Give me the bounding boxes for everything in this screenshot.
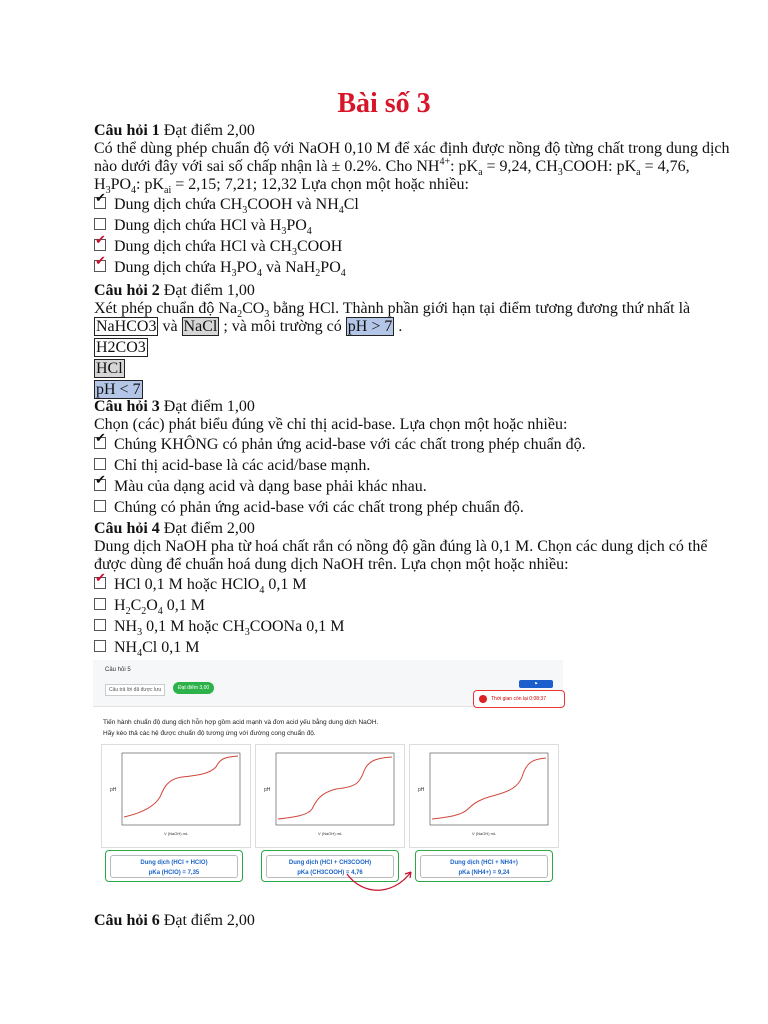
checkbox-checked-incorrect[interactable]: ✔ bbox=[94, 577, 106, 589]
axis-label-y: pH bbox=[264, 787, 271, 793]
q3-option-3[interactable]: ✔ Màu của dạng acid và dạng base phải khác nhau. bbox=[95, 473, 427, 495]
axis-label-x: V (NaOH) mL bbox=[164, 831, 189, 836]
question-3-header: Câu hỏi 3 Đạt điểm 1,00 bbox=[94, 398, 255, 415]
answer-drop-1[interactable]: Dung dịch (HCl + HClO) pKa (HClO) = 7,35 bbox=[105, 850, 243, 882]
checkbox-checked-incorrect[interactable]: ✔ bbox=[94, 260, 106, 272]
q1-option-3[interactable]: ✔ Dung dịch chứa HCl và $CH_3COOH$ bbox=[95, 233, 343, 259]
drop-zone-3[interactable]: pH > 7 bbox=[347, 318, 393, 335]
question-6 bbox=[94, 912, 734, 930]
question-4-text: Dung dịch NaOH pha từ hoá chất rắn có nồng độ gần đúng là 0,1 M. Chọn các dung dịch có thể được dùng để chuẩn hoá dung dịch NaOH trên. Lựa chọn một hoặc nhiều: bbox=[94, 538, 708, 573]
saved-status: Câu trả lời đã được lưu bbox=[105, 684, 165, 696]
question-3-text: Chọn (các) phát biểu đúng về chỉ thị acid-base. Lựa chọn một hoặc nhiều: bbox=[94, 416, 568, 433]
question-5-label: Câu hỏi 5 bbox=[105, 667, 131, 673]
axis-label-y: pH bbox=[418, 787, 425, 793]
drag-choice-ph-lt-7[interactable]: pH < 7 bbox=[96, 381, 141, 398]
q4-option-3[interactable]: $NH_3$ 0,1 M hoặc $CH_3COONa$ 0,1 M bbox=[94, 616, 734, 637]
points-badge: Đạt điểm 3,00 bbox=[173, 682, 214, 694]
q1-option-2[interactable]: Dung dịch chứa HCl và $H_3PO_4$ bbox=[94, 215, 734, 236]
question-4 bbox=[94, 520, 734, 658]
question-5-screenshot bbox=[93, 660, 563, 892]
question-1-header: Câu hỏi 1 Đạt điểm 2,00 bbox=[94, 122, 255, 139]
question-4-header: Câu hỏi 4 Đạt điểm 2,00 bbox=[94, 520, 255, 537]
axis-label-x: V (NaOH) mL bbox=[472, 831, 497, 836]
axis-label-y: pH bbox=[110, 787, 117, 793]
checkbox-checked-incorrect[interactable]: ✔ bbox=[94, 239, 106, 251]
drag-choice-h2co3[interactable]: H2CO3 bbox=[96, 339, 146, 356]
drop-zone-1[interactable]: NaHCO3 bbox=[96, 318, 157, 335]
timer: Thời gian còn lại 0:08:37 bbox=[473, 690, 565, 708]
q4-option-4[interactable]: $NH_4Cl$ 0,1 M bbox=[94, 637, 734, 658]
drag-choice-hcl[interactable]: HCl bbox=[96, 360, 123, 377]
question-1-text: Có thể dùng phép chuẩn độ với NaOH 0,10 M để xác định được nồng độ từng chất trong dung dịch nào dưới đây với sai số chấp nhận là ± 0.2%. Cho $NH_4^+$: $pK_a = 9,24$, $CH_3COOH$: $pK_a = 4,76$, $H_3PO_4$: $pK_{ai} = 2,15$; 7,21; 12,32 Lựa chọn một hoặc nhiều: bbox=[94, 140, 730, 197]
checkbox-unchecked[interactable] bbox=[94, 218, 106, 230]
answer-drop-3[interactable]: Dung dịch (HCl + NH4+) pKa (NH4+) = 9,24 bbox=[415, 850, 553, 882]
question-1 bbox=[94, 122, 734, 278]
checkbox-unchecked[interactable] bbox=[94, 458, 106, 470]
checkbox-checked[interactable]: ✔ bbox=[94, 437, 106, 449]
question-6-header: Câu hỏi 6 Đạt điểm 2,00 bbox=[94, 912, 255, 929]
answer-drop-2[interactable]: Dung dịch (HCl + CH3COOH) pKa (CH3COOH) = 4,76 bbox=[261, 850, 399, 882]
q3-option-1[interactable]: ✔ Chúng KHÔNG có phản ứng acid-base với các chất trong phép chuẩn độ. bbox=[95, 431, 586, 453]
axis-label-x: V (NaOH) mL bbox=[318, 831, 343, 836]
drop-zone-2[interactable]: NaCl bbox=[183, 318, 218, 335]
checkbox-unchecked[interactable] bbox=[94, 500, 106, 512]
question-3 bbox=[94, 398, 734, 518]
checkbox-unchecked[interactable] bbox=[94, 640, 106, 652]
q3-option-2[interactable]: Chỉ thị acid-base là các acid/base mạnh. bbox=[94, 455, 734, 476]
flag-button[interactable]: ⚑ bbox=[519, 680, 553, 688]
q3-option-4[interactable]: Chúng có phản ứng acid-base với các chất trong phép chuẩn độ. bbox=[94, 497, 734, 518]
checkbox-checked[interactable]: ✔ bbox=[94, 479, 106, 491]
question-2 bbox=[94, 282, 734, 399]
checkbox-checked[interactable]: ✔ bbox=[94, 197, 106, 209]
q1-option-1[interactable]: ✔ Dung dịch chứa $CH_3COOH$ và $NH_4Cl$ bbox=[95, 191, 359, 217]
question-2-header: Câu hỏi 2 Đạt điểm 1,00 bbox=[94, 282, 255, 299]
q4-option-2[interactable]: $H_2C_2O_4$ 0,1 M bbox=[94, 595, 734, 616]
question-5-prompt: Tiến hành chuẩn độ dung dịch hỗn hợp gồm acid mạnh và đơn acid yếu bằng dung dịch NaOH. Hãy kéo thả các hệ được chuẩn độ tương ứng với đường cong chuẩn độ. bbox=[103, 719, 379, 737]
checkbox-unchecked[interactable] bbox=[94, 598, 106, 610]
checkbox-unchecked[interactable] bbox=[94, 619, 106, 631]
q4-option-1[interactable]: ✔ HCl 0,1 M hoặc HClO$_4$ 0,1 M bbox=[95, 571, 307, 597]
swap-arrow-icon bbox=[93, 660, 563, 892]
question-2-text: Xét phép chuẩn độ $Na_2CO_3$ bằng HCl. Thành phần giới hạn tại điểm tương đương thứ nhất là NaHCO3 và NaCl ; và môi trường có pH > 7 . bbox=[94, 300, 691, 335]
q1-option-4[interactable]: ✔ Dung dịch chứa $H_3PO_4$ và $NaH_2PO_4$ bbox=[95, 254, 346, 280]
page-title: Bài số 3 bbox=[337, 88, 431, 119]
